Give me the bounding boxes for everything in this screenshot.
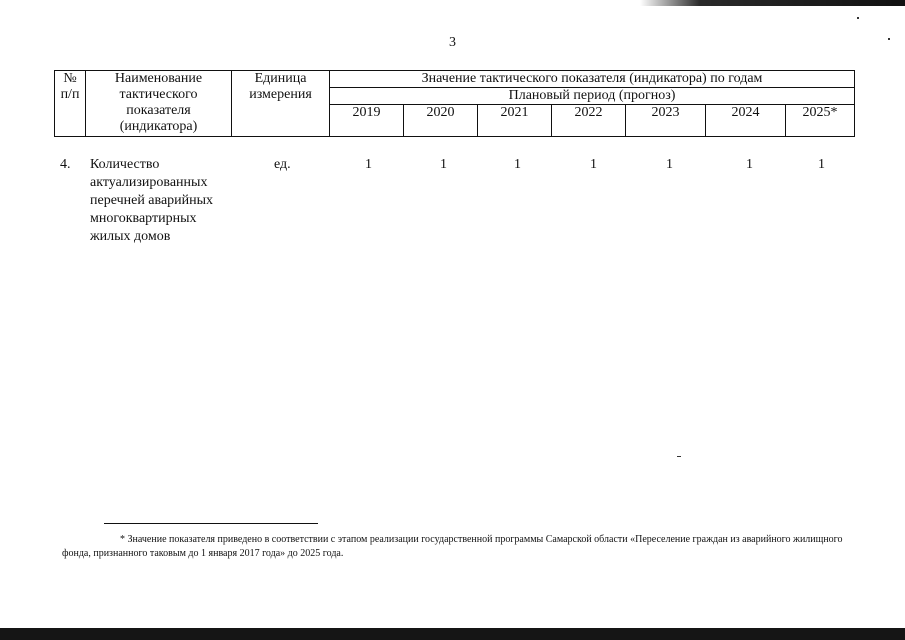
row-number: 4. [60,157,71,172]
row-value: 1 [818,157,825,172]
header-year: 2023 [626,105,706,137]
scan-border-top [0,0,905,6]
row-value: 1 [365,157,372,172]
row-value: 1 [590,157,597,172]
page-number: 3 [449,35,456,50]
header-year: 2025* [786,105,855,137]
row-indicator-name: Количество актуализированных перечней аварийных многоквартирных жилых домов [90,157,214,244]
row-value: 1 [514,157,521,172]
header-year: 2024 [706,105,786,137]
header-year: 2021 [478,105,552,137]
scan-speck [857,17,859,19]
header-unit: Единица измерения [232,71,330,137]
row-value: 1 [666,157,673,172]
row-value: 1 [746,157,753,172]
header-indicator-name: Наименование тактического показателя (индикатора) [86,71,232,137]
header-year: 2022 [552,105,626,137]
header-year: 2019 [330,105,404,137]
header-number: № п/п [55,71,86,137]
scan-border-bottom [0,628,905,640]
header-year: 2020 [404,105,478,137]
footnote: * Значение показателя приведено в соответствии с этапом реализации государственной программы Самарской области «Переселение граждан из аварийного жилищного фонда, признанного таковым до 1 января 2017 года» до 2025 года. [62,534,843,559]
scan-speck [677,456,681,457]
footnote-separator [104,523,318,524]
table-row [54,156,854,246]
header-values-by-year: Значение тактического показателя (индикатора) по годам [330,71,855,88]
row-value: 1 [440,157,447,172]
header-planning-period: Плановый период (прогноз) [330,88,855,105]
row-unit: ед. [274,157,291,172]
indicator-table-header [54,70,855,137]
